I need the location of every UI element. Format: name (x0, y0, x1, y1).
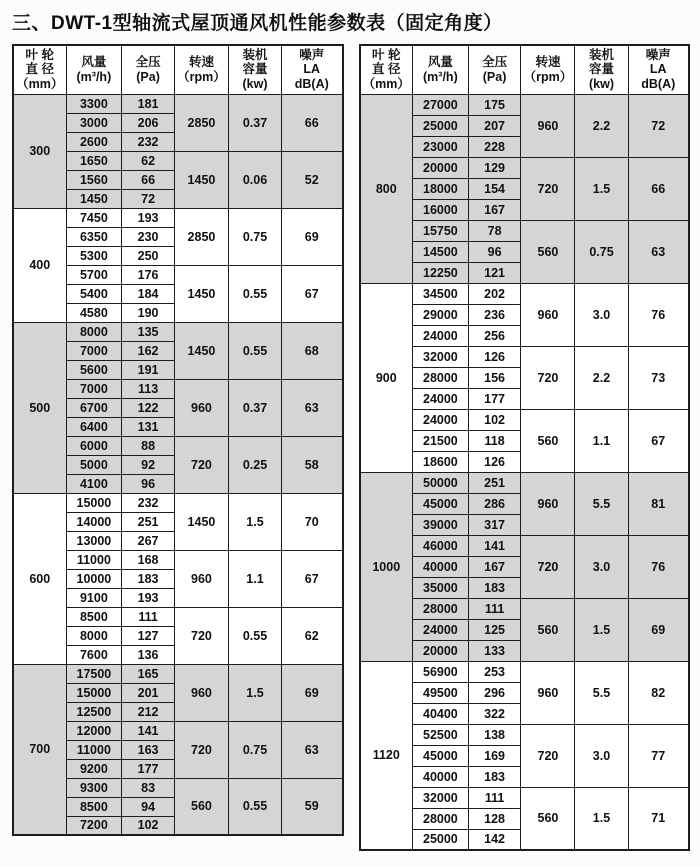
flow-cell: 6400 (66, 417, 122, 436)
diameter-cell: 400 (13, 208, 66, 322)
flow-cell: 7600 (66, 645, 122, 664)
speed-cell: 960 (174, 664, 228, 721)
noise-cell: 69 (282, 208, 343, 265)
pressure-cell: 286 (468, 493, 521, 514)
power-cell: 3.0 (575, 724, 628, 787)
power-cell: 2.2 (575, 94, 628, 157)
flow-cell: 45000 (413, 493, 469, 514)
diameter-cell: 300 (13, 94, 66, 208)
flow-cell: 35000 (413, 577, 469, 598)
flow-cell: 13000 (66, 531, 122, 550)
speed-cell: 720 (174, 721, 228, 778)
col-header-power: 装机 容量 (kw) (228, 45, 281, 94)
speed-cell: 560 (521, 409, 575, 472)
speed-cell: 720 (521, 346, 575, 409)
flow-cell: 4580 (66, 303, 122, 322)
pressure-cell: 177 (122, 759, 175, 778)
power-cell: 0.75 (575, 220, 628, 283)
flow-cell: 29000 (413, 304, 469, 325)
pressure-cell: 232 (122, 132, 175, 151)
flow-cell: 16000 (413, 199, 469, 220)
tables-container (12, 44, 690, 851)
pressure-cell: 111 (468, 787, 521, 808)
flow-cell: 34500 (413, 283, 469, 304)
speed-cell: 1450 (174, 151, 228, 208)
flow-cell: 20000 (413, 157, 469, 178)
pressure-cell: 129 (468, 157, 521, 178)
pressure-cell: 128 (468, 808, 521, 829)
flow-cell: 11000 (66, 550, 122, 569)
pressure-cell: 201 (122, 683, 175, 702)
power-cell: 2.2 (575, 346, 628, 409)
speed-cell: 1450 (174, 265, 228, 322)
power-cell: 1.1 (575, 409, 628, 472)
noise-cell: 68 (282, 322, 343, 379)
speed-cell: 720 (521, 157, 575, 220)
diameter-cell: 600 (13, 493, 66, 664)
pressure-cell: 126 (468, 346, 521, 367)
col-header-power: 装机 容量 (kw) (575, 45, 628, 94)
col-header-diameter: 叶 轮 直 径 （mm） (360, 45, 413, 94)
pressure-cell: 135 (122, 322, 175, 341)
flow-cell: 12250 (413, 262, 469, 283)
flow-cell: 9200 (66, 759, 122, 778)
flow-cell: 40400 (413, 703, 469, 724)
flow-cell: 7000 (66, 341, 122, 360)
pressure-cell: 250 (122, 246, 175, 265)
speed-cell: 720 (521, 535, 575, 598)
flow-cell: 25000 (413, 829, 469, 850)
fan-parameters-table-left (12, 44, 344, 836)
flow-cell: 1450 (66, 189, 122, 208)
pressure-cell: 177 (468, 388, 521, 409)
pressure-cell: 138 (468, 724, 521, 745)
flow-cell: 3000 (66, 113, 122, 132)
speed-cell: 960 (521, 661, 575, 724)
speed-cell: 720 (174, 436, 228, 493)
pressure-cell: 176 (122, 265, 175, 284)
pressure-cell: 136 (122, 645, 175, 664)
flow-cell: 49500 (413, 682, 469, 703)
flow-cell: 28000 (413, 808, 469, 829)
speed-cell: 560 (521, 220, 575, 283)
power-cell: 5.5 (575, 472, 628, 535)
flow-cell: 5400 (66, 284, 122, 303)
pressure-cell: 83 (122, 778, 175, 797)
flow-cell: 50000 (413, 472, 469, 493)
table-row (360, 94, 690, 115)
speed-cell: 960 (174, 379, 228, 436)
noise-cell: 63 (282, 379, 343, 436)
pressure-cell: 121 (468, 262, 521, 283)
pressure-cell: 141 (122, 721, 175, 740)
pressure-cell: 88 (122, 436, 175, 455)
pressure-cell: 191 (122, 360, 175, 379)
pressure-cell: 167 (468, 199, 521, 220)
noise-cell: 67 (628, 409, 689, 472)
pressure-cell: 184 (122, 284, 175, 303)
table-row (360, 283, 690, 304)
noise-cell: 59 (282, 778, 343, 835)
flow-cell: 24000 (413, 619, 469, 640)
pressure-cell: 296 (468, 682, 521, 703)
flow-cell: 52500 (413, 724, 469, 745)
col-header-flow: 风量 (m³/h) (66, 45, 122, 94)
pressure-cell: 131 (122, 417, 175, 436)
power-cell: 1.5 (228, 493, 281, 550)
col-header-pressure: 全压 (Pa) (122, 45, 175, 94)
fan-table-left (12, 44, 344, 836)
flow-cell: 24000 (413, 409, 469, 430)
power-cell: 0.25 (228, 436, 281, 493)
noise-cell: 77 (628, 724, 689, 787)
col-header-speed: 转速 （rpm） (521, 45, 575, 94)
pressure-cell: 118 (468, 430, 521, 451)
pressure-cell: 251 (468, 472, 521, 493)
flow-cell: 39000 (413, 514, 469, 535)
table-row (13, 322, 343, 341)
power-cell: 0.55 (228, 265, 281, 322)
pressure-cell: 207 (468, 115, 521, 136)
flow-cell: 1560 (66, 170, 122, 189)
pressure-cell: 96 (122, 474, 175, 493)
flow-cell: 5600 (66, 360, 122, 379)
pressure-cell: 78 (468, 220, 521, 241)
power-cell: 3.0 (575, 283, 628, 346)
speed-cell: 720 (521, 724, 575, 787)
flow-cell: 6350 (66, 227, 122, 246)
noise-cell: 76 (628, 283, 689, 346)
noise-cell: 67 (282, 265, 343, 322)
pressure-cell: 183 (122, 569, 175, 588)
col-header-diameter: 叶 轮 直 径 （mm） (13, 45, 66, 94)
power-cell: 0.37 (228, 379, 281, 436)
pressure-cell: 322 (468, 703, 521, 724)
pressure-cell: 96 (468, 241, 521, 262)
pressure-cell: 92 (122, 455, 175, 474)
page-title: 三、DWT-1型轴流式屋顶通风机性能参数表（固定角度） (12, 13, 503, 34)
noise-cell: 67 (282, 550, 343, 607)
noise-cell: 70 (282, 493, 343, 550)
flow-cell: 18000 (413, 178, 469, 199)
col-header-noise: 噪声 LA dB(A) (628, 45, 689, 94)
power-cell: 0.37 (228, 94, 281, 151)
noise-cell: 58 (282, 436, 343, 493)
flow-cell: 10000 (66, 569, 122, 588)
power-cell: 1.5 (575, 787, 628, 850)
speed-cell: 1450 (174, 493, 228, 550)
table-row (13, 208, 343, 227)
speed-cell: 960 (521, 283, 575, 346)
pressure-cell: 102 (122, 816, 175, 835)
flow-cell: 12000 (66, 721, 122, 740)
table-row (360, 472, 690, 493)
pressure-cell: 126 (468, 451, 521, 472)
col-header-speed: 转速 （rpm） (174, 45, 228, 94)
power-cell: 0.55 (228, 778, 281, 835)
flow-cell: 40000 (413, 766, 469, 787)
noise-cell: 66 (282, 94, 343, 151)
pressure-cell: 169 (468, 745, 521, 766)
fan-parameters-table-right (359, 44, 691, 851)
diameter-cell: 800 (360, 94, 413, 283)
table-row (360, 661, 690, 682)
speed-cell: 960 (174, 550, 228, 607)
pressure-cell: 102 (468, 409, 521, 430)
pressure-cell: 181 (122, 94, 175, 113)
speed-cell: 720 (174, 607, 228, 664)
flow-cell: 28000 (413, 367, 469, 388)
flow-cell: 25000 (413, 115, 469, 136)
pressure-cell: 113 (122, 379, 175, 398)
pressure-cell: 212 (122, 702, 175, 721)
speed-cell: 960 (521, 472, 575, 535)
flow-cell: 7200 (66, 816, 122, 835)
pressure-cell: 183 (468, 766, 521, 787)
fan-table-right (359, 44, 691, 851)
power-cell: 1.5 (575, 598, 628, 661)
power-cell: 5.5 (575, 661, 628, 724)
table-row (13, 493, 343, 512)
flow-cell: 18600 (413, 451, 469, 472)
power-cell: 1.1 (228, 550, 281, 607)
flow-cell: 27000 (413, 94, 469, 115)
noise-cell: 76 (628, 535, 689, 598)
power-cell: 3.0 (575, 535, 628, 598)
pressure-cell: 162 (122, 341, 175, 360)
pressure-cell: 168 (122, 550, 175, 569)
speed-cell: 560 (521, 598, 575, 661)
flow-cell: 28000 (413, 598, 469, 619)
col-header-noise: 噪声 LA dB(A) (282, 45, 343, 94)
power-cell: 0.75 (228, 208, 281, 265)
pressure-cell: 175 (468, 94, 521, 115)
diameter-cell: 1120 (360, 661, 413, 850)
power-cell: 1.5 (228, 664, 281, 721)
flow-cell: 12500 (66, 702, 122, 721)
table-row (13, 664, 343, 683)
diameter-cell: 1000 (360, 472, 413, 661)
flow-cell: 1650 (66, 151, 122, 170)
flow-cell: 14500 (413, 241, 469, 262)
speed-cell: 960 (521, 94, 575, 157)
flow-cell: 8000 (66, 626, 122, 645)
diameter-cell: 700 (13, 664, 66, 835)
flow-cell: 8000 (66, 322, 122, 341)
diameter-cell: 500 (13, 322, 66, 493)
flow-cell: 5000 (66, 455, 122, 474)
pressure-cell: 253 (468, 661, 521, 682)
speed-cell: 560 (521, 787, 575, 850)
pressure-cell: 72 (122, 189, 175, 208)
power-cell: 1.5 (575, 157, 628, 220)
noise-cell: 81 (628, 472, 689, 535)
pressure-cell: 122 (122, 398, 175, 417)
noise-cell: 63 (282, 721, 343, 778)
pressure-cell: 62 (122, 151, 175, 170)
power-cell: 0.06 (228, 151, 281, 208)
power-cell: 0.75 (228, 721, 281, 778)
pressure-cell: 230 (122, 227, 175, 246)
noise-cell: 62 (282, 607, 343, 664)
flow-cell: 6700 (66, 398, 122, 417)
flow-cell: 17500 (66, 664, 122, 683)
flow-cell: 8500 (66, 607, 122, 626)
flow-cell: 4100 (66, 474, 122, 493)
table-row (13, 94, 343, 113)
pressure-cell: 66 (122, 170, 175, 189)
pressure-cell: 163 (122, 740, 175, 759)
noise-cell: 63 (628, 220, 689, 283)
pressure-cell: 183 (468, 577, 521, 598)
flow-cell: 5700 (66, 265, 122, 284)
pressure-cell: 127 (122, 626, 175, 645)
pressure-cell: 236 (468, 304, 521, 325)
noise-cell: 71 (628, 787, 689, 850)
flow-cell: 15750 (413, 220, 469, 241)
flow-cell: 3300 (66, 94, 122, 113)
pressure-cell: 111 (468, 598, 521, 619)
flow-cell: 9100 (66, 588, 122, 607)
noise-cell: 66 (628, 157, 689, 220)
flow-cell: 14000 (66, 512, 122, 531)
flow-cell: 20000 (413, 640, 469, 661)
pressure-cell: 202 (468, 283, 521, 304)
flow-cell: 24000 (413, 325, 469, 346)
pressure-cell: 141 (468, 535, 521, 556)
flow-cell: 7450 (66, 208, 122, 227)
noise-cell: 82 (628, 661, 689, 724)
flow-cell: 5300 (66, 246, 122, 265)
noise-cell: 69 (628, 598, 689, 661)
diameter-cell: 900 (360, 283, 413, 472)
flow-cell: 11000 (66, 740, 122, 759)
power-cell: 0.55 (228, 607, 281, 664)
pressure-cell: 193 (122, 588, 175, 607)
flow-cell: 56900 (413, 661, 469, 682)
pressure-cell: 167 (468, 556, 521, 577)
speed-cell: 2850 (174, 208, 228, 265)
pressure-cell: 267 (122, 531, 175, 550)
pressure-cell: 165 (122, 664, 175, 683)
flow-cell: 46000 (413, 535, 469, 556)
speed-cell: 560 (174, 778, 228, 835)
flow-cell: 24000 (413, 388, 469, 409)
pressure-cell: 94 (122, 797, 175, 816)
flow-cell: 7000 (66, 379, 122, 398)
pressure-cell: 251 (122, 512, 175, 531)
pressure-cell: 154 (468, 178, 521, 199)
pressure-cell: 206 (122, 113, 175, 132)
pressure-cell: 228 (468, 136, 521, 157)
flow-cell: 6000 (66, 436, 122, 455)
noise-cell: 72 (628, 94, 689, 157)
pressure-cell: 256 (468, 325, 521, 346)
speed-cell: 1450 (174, 322, 228, 379)
power-cell: 0.55 (228, 322, 281, 379)
pressure-cell: 142 (468, 829, 521, 850)
flow-cell: 9300 (66, 778, 122, 797)
noise-cell: 52 (282, 151, 343, 208)
flow-cell: 32000 (413, 787, 469, 808)
flow-cell: 8500 (66, 797, 122, 816)
pressure-cell: 317 (468, 514, 521, 535)
speed-cell: 2850 (174, 94, 228, 151)
pressure-cell: 125 (468, 619, 521, 640)
flow-cell: 23000 (413, 136, 469, 157)
pressure-cell: 190 (122, 303, 175, 322)
flow-cell: 40000 (413, 556, 469, 577)
flow-cell: 15000 (66, 683, 122, 702)
pressure-cell: 133 (468, 640, 521, 661)
pressure-cell: 193 (122, 208, 175, 227)
col-header-flow: 风量 (m³/h) (413, 45, 469, 94)
flow-cell: 15000 (66, 493, 122, 512)
noise-cell: 73 (628, 346, 689, 409)
pressure-cell: 156 (468, 367, 521, 388)
pressure-cell: 232 (122, 493, 175, 512)
flow-cell: 45000 (413, 745, 469, 766)
flow-cell: 32000 (413, 346, 469, 367)
col-header-pressure: 全压 (Pa) (468, 45, 521, 94)
pressure-cell: 111 (122, 607, 175, 626)
flow-cell: 2600 (66, 132, 122, 151)
flow-cell: 21500 (413, 430, 469, 451)
noise-cell: 69 (282, 664, 343, 721)
